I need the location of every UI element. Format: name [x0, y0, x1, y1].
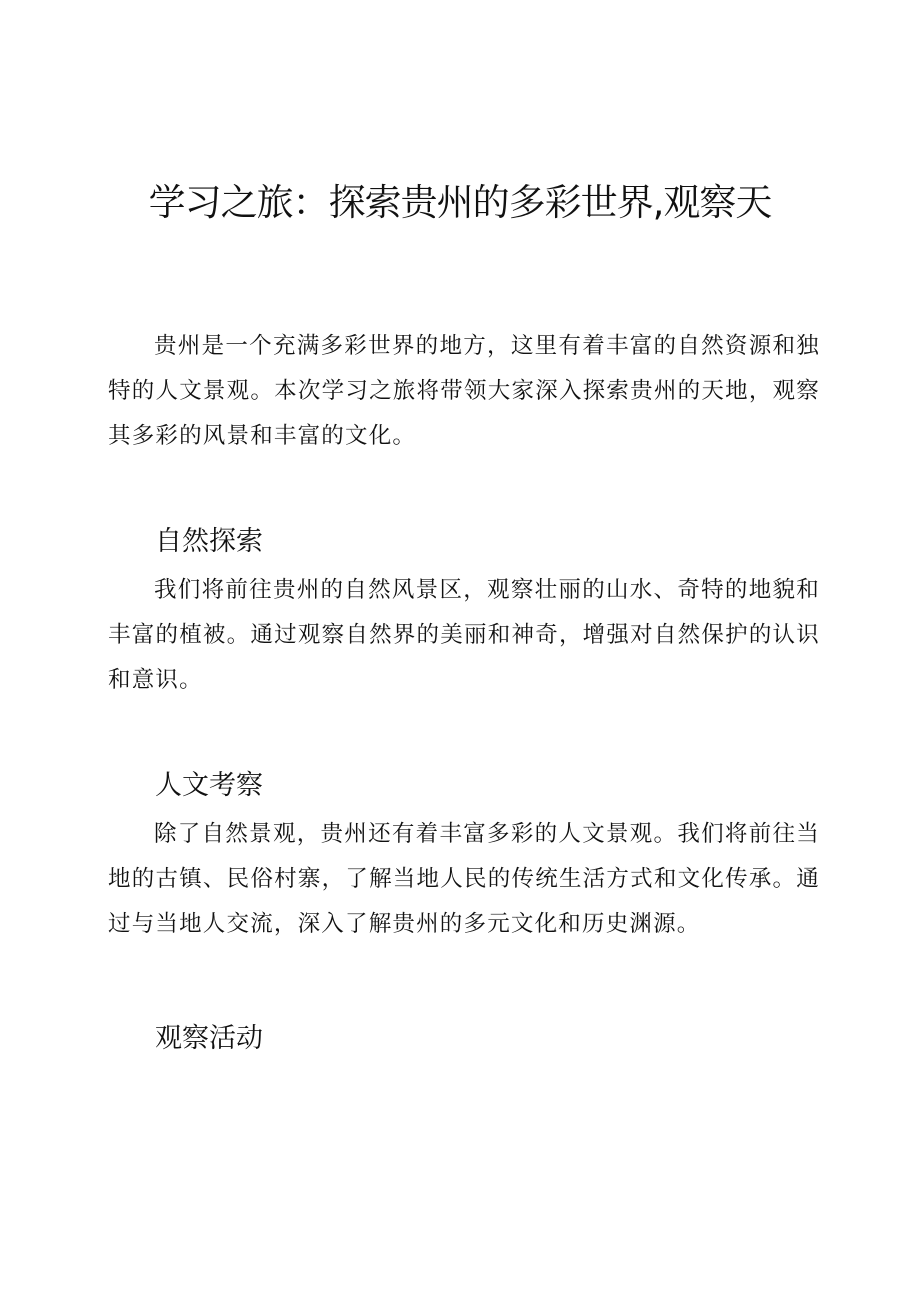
section-heading-culture: 人文考察 — [155, 770, 263, 801]
intro-paragraph: 贵州是一个充满多彩世界的地方，这里有着丰富的自然资源和独特的人文景观。本次学习之旅将带领大家深入探索贵州的天地，观察其多彩的风景和丰富的文化。 — [108, 333, 820, 449]
section-heading-nature: 自然探索 — [155, 526, 263, 557]
section-body-culture: 除了自然景观，贵州还有着丰富多彩的人文景观。我们将前往当地的古镇、民俗村寨，了解当地人民的传统生活方式和文化传承。通过与当地人交流，深入了解贵州的多元文化和历史渊源。 — [108, 821, 820, 937]
section-heading-activity: 观察活动 — [155, 1023, 263, 1054]
section-body-nature: 我们将前往贵州的自然风景区，观察壮丽的山水、奇特的地貌和丰富的植被。通过观察自然界的美丽和神奇，增强对自然保护的认识和意识。 — [108, 577, 820, 693]
document-title: 学习之旅：探索贵州的多彩世界,观察天 — [148, 181, 772, 224]
